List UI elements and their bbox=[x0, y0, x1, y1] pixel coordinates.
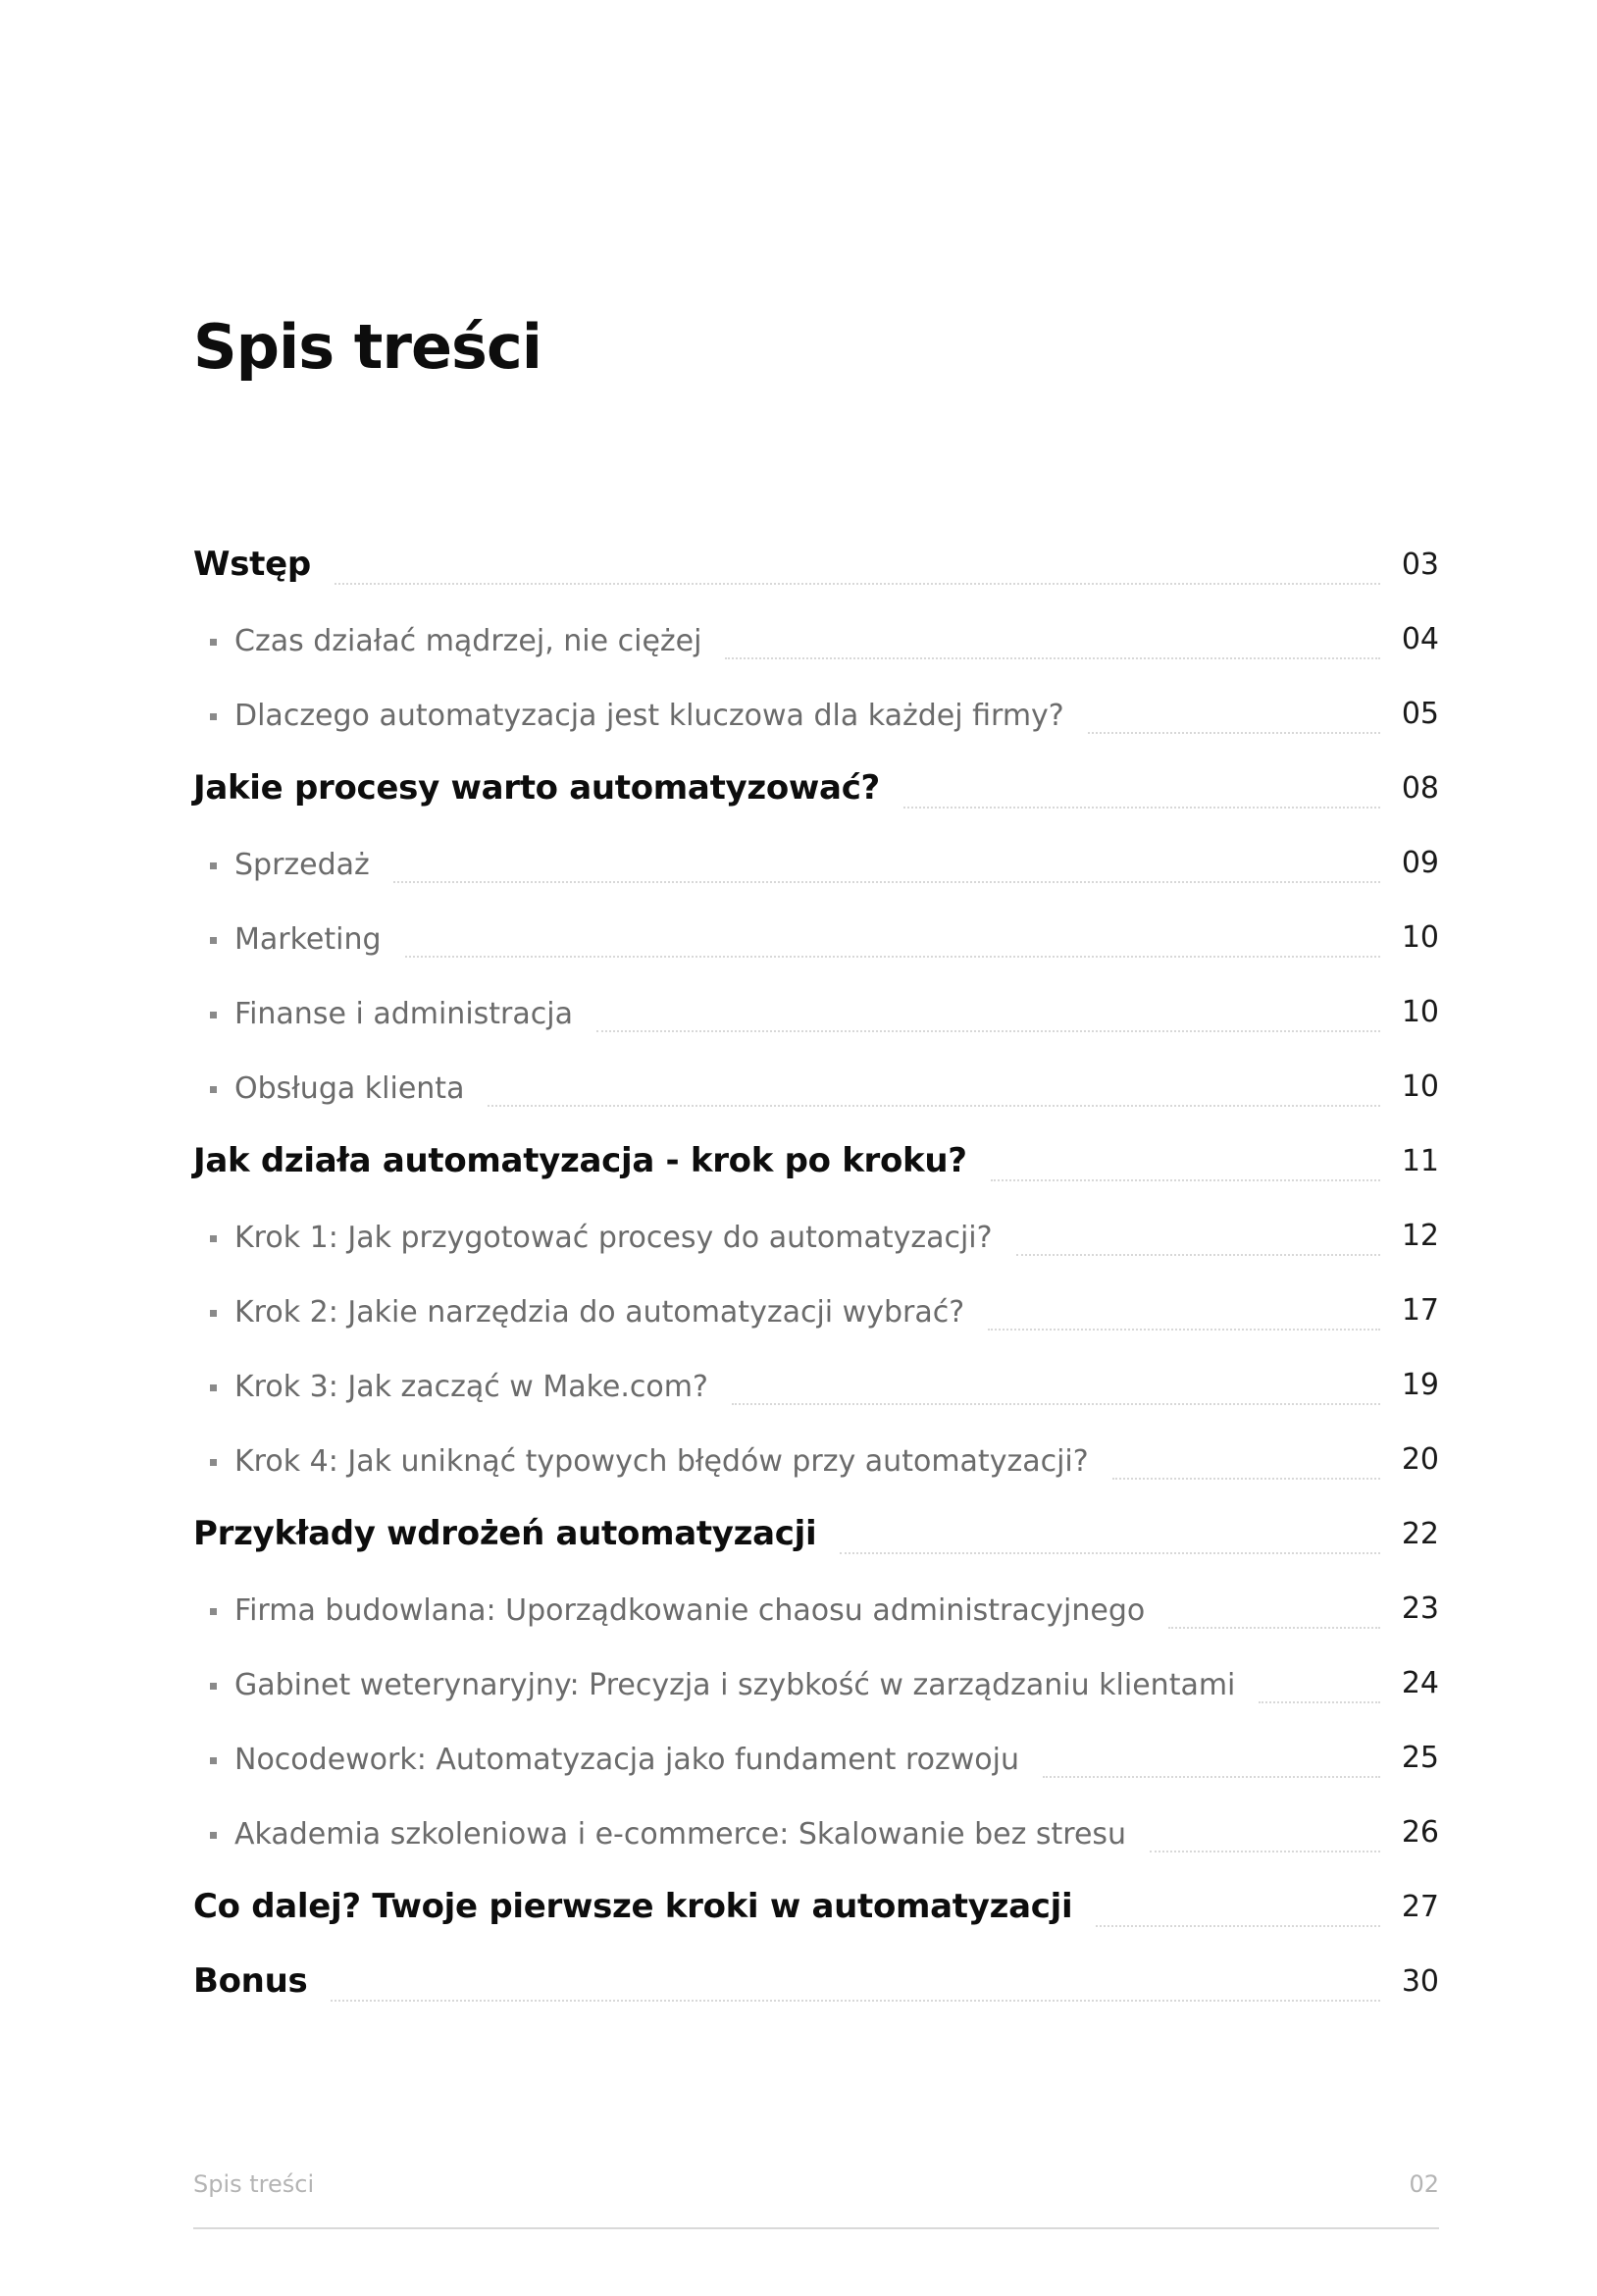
toc-subentry[interactable] bbox=[193, 1642, 1439, 1716]
dotted-leader bbox=[903, 807, 1380, 809]
toc-subentry[interactable] bbox=[193, 970, 1439, 1045]
toc-entry[interactable] bbox=[193, 747, 1439, 821]
toc-page-number: 20 bbox=[1401, 1442, 1439, 1477]
toc-entry-label: Wstęp bbox=[193, 545, 311, 584]
dotted-leader bbox=[335, 583, 1380, 585]
dotted-leader bbox=[1088, 732, 1380, 734]
toc-page-number: 27 bbox=[1401, 1890, 1439, 1924]
dotted-leader bbox=[840, 1552, 1380, 1554]
toc-subentry[interactable] bbox=[193, 1194, 1439, 1269]
square-bullet-icon bbox=[210, 1757, 217, 1764]
square-bullet-icon bbox=[210, 1086, 217, 1093]
toc-entry-label: Dlaczego automatyzacja jest kluczowa dla każdej firmy? bbox=[193, 699, 1064, 747]
toc-entry-label: Przykłady wdrożeń automatyzacji bbox=[193, 1514, 817, 1553]
dotted-leader bbox=[331, 2000, 1380, 2002]
toc-entry-label: Jak działa automatyzacja - krok po kroku? bbox=[193, 1141, 967, 1180]
square-bullet-icon bbox=[210, 1459, 217, 1466]
dotted-leader bbox=[1259, 1701, 1380, 1703]
toc-page-number: 11 bbox=[1401, 1144, 1439, 1178]
toc-page-number: 17 bbox=[1401, 1293, 1439, 1328]
toc-subentry[interactable] bbox=[193, 598, 1439, 672]
toc-page-number: 03 bbox=[1401, 548, 1439, 582]
toc-page-number: 30 bbox=[1401, 1964, 1439, 1999]
toc-page-number: 05 bbox=[1401, 697, 1439, 731]
square-bullet-icon bbox=[210, 713, 217, 720]
square-bullet-icon bbox=[210, 1235, 217, 1242]
square-bullet-icon bbox=[210, 1384, 217, 1391]
toc-entry[interactable] bbox=[193, 523, 1439, 598]
footer-page-number: 02 bbox=[1409, 2170, 1439, 2198]
toc-entry[interactable] bbox=[193, 1492, 1439, 1567]
toc-subentry[interactable] bbox=[193, 1716, 1439, 1791]
dotted-leader bbox=[393, 881, 1380, 883]
dotted-leader bbox=[1150, 1851, 1380, 1852]
toc-subentry[interactable] bbox=[193, 1791, 1439, 1865]
toc-page-number: 10 bbox=[1401, 995, 1439, 1029]
dotted-leader bbox=[1112, 1478, 1380, 1480]
toc-entry[interactable] bbox=[193, 1120, 1439, 1194]
toc-subentry[interactable] bbox=[193, 1418, 1439, 1492]
toc-page-number: 10 bbox=[1401, 920, 1439, 955]
square-bullet-icon bbox=[210, 1012, 217, 1018]
toc-entry-label: Krok 3: Jak zacząć w Make.com? bbox=[193, 1370, 708, 1418]
square-bullet-icon bbox=[210, 639, 217, 646]
toc-page-number: 22 bbox=[1401, 1517, 1439, 1551]
table-of-contents bbox=[193, 523, 1439, 2014]
toc-page-number: 08 bbox=[1401, 771, 1439, 806]
dotted-leader bbox=[1168, 1627, 1380, 1629]
toc-page-number: 25 bbox=[1401, 1741, 1439, 1775]
toc-entry[interactable] bbox=[193, 1940, 1439, 2014]
toc-subentry[interactable] bbox=[193, 896, 1439, 970]
toc-page-number: 23 bbox=[1401, 1592, 1439, 1626]
toc-entry-label: Jakie procesy warto automatyzować? bbox=[193, 768, 880, 808]
toc-subentry[interactable] bbox=[193, 1045, 1439, 1120]
toc-entry-label: Akademia szkoleniowa i e-commerce: Skalowanie bez stresu bbox=[193, 1817, 1126, 1865]
dotted-leader bbox=[732, 1403, 1380, 1405]
square-bullet-icon bbox=[210, 1310, 217, 1317]
toc-entry-label: Sprzedaż bbox=[193, 848, 370, 896]
dotted-leader bbox=[488, 1105, 1380, 1107]
dotted-leader bbox=[596, 1030, 1380, 1032]
toc-page-number: 26 bbox=[1401, 1815, 1439, 1850]
dotted-leader bbox=[725, 657, 1380, 659]
page-title: Spis treści bbox=[193, 311, 541, 383]
dotted-leader bbox=[1043, 1776, 1380, 1778]
square-bullet-icon bbox=[210, 1832, 217, 1839]
dotted-leader bbox=[988, 1329, 1380, 1331]
toc-entry-label: Gabinet weterynaryjny: Precyzja i szybkość w zarządzaniu klientami bbox=[193, 1668, 1235, 1716]
toc-subentry[interactable] bbox=[193, 821, 1439, 896]
dotted-leader bbox=[405, 956, 1380, 958]
dotted-leader bbox=[991, 1179, 1380, 1181]
page-footer bbox=[193, 2170, 1439, 2229]
toc-entry-label: Finanse i administracja bbox=[193, 997, 573, 1045]
toc-page-number: 09 bbox=[1401, 846, 1439, 880]
square-bullet-icon bbox=[210, 862, 217, 869]
toc-entry-label: Nocodework: Automatyzacja jako fundament rozwoju bbox=[193, 1743, 1019, 1791]
toc-entry-label: Krok 4: Jak uniknąć typowych błędów przy automatyzacji? bbox=[193, 1444, 1089, 1492]
square-bullet-icon bbox=[210, 937, 217, 944]
dotted-leader bbox=[1096, 1925, 1380, 1927]
toc-subentry[interactable] bbox=[193, 672, 1439, 747]
square-bullet-icon bbox=[210, 1608, 217, 1615]
toc-entry-label: Czas działać mądrzej, nie ciężej bbox=[193, 624, 701, 672]
toc-page-number: 04 bbox=[1401, 622, 1439, 656]
dotted-leader bbox=[1016, 1254, 1380, 1256]
toc-page-number: 24 bbox=[1401, 1666, 1439, 1700]
toc-entry-label: Krok 1: Jak przygotować procesy do automatyzacji? bbox=[193, 1221, 993, 1269]
toc-entry-label: Marketing bbox=[193, 922, 382, 970]
footer-section-title: Spis treści bbox=[193, 2170, 315, 2198]
toc-subentry[interactable] bbox=[193, 1567, 1439, 1642]
toc-entry-label: Obsługa klienta bbox=[193, 1071, 464, 1120]
toc-entry-label: Bonus bbox=[193, 1961, 308, 2001]
toc-entry-label: Krok 2: Jakie narzędzia do automatyzacji wybrać? bbox=[193, 1295, 964, 1343]
toc-subentry[interactable] bbox=[193, 1269, 1439, 1343]
toc-entry-label: Firma budowlana: Uporządkowanie chaosu administracyjnego bbox=[193, 1593, 1145, 1642]
square-bullet-icon bbox=[210, 1683, 217, 1690]
toc-entry[interactable] bbox=[193, 1865, 1439, 1940]
toc-page-number: 10 bbox=[1401, 1070, 1439, 1104]
toc-subentry[interactable] bbox=[193, 1343, 1439, 1418]
toc-page-number: 12 bbox=[1401, 1219, 1439, 1253]
toc-page-number: 19 bbox=[1401, 1368, 1439, 1402]
toc-entry-label: Co dalej? Twoje pierwsze kroki w automatyzacji bbox=[193, 1887, 1073, 1926]
